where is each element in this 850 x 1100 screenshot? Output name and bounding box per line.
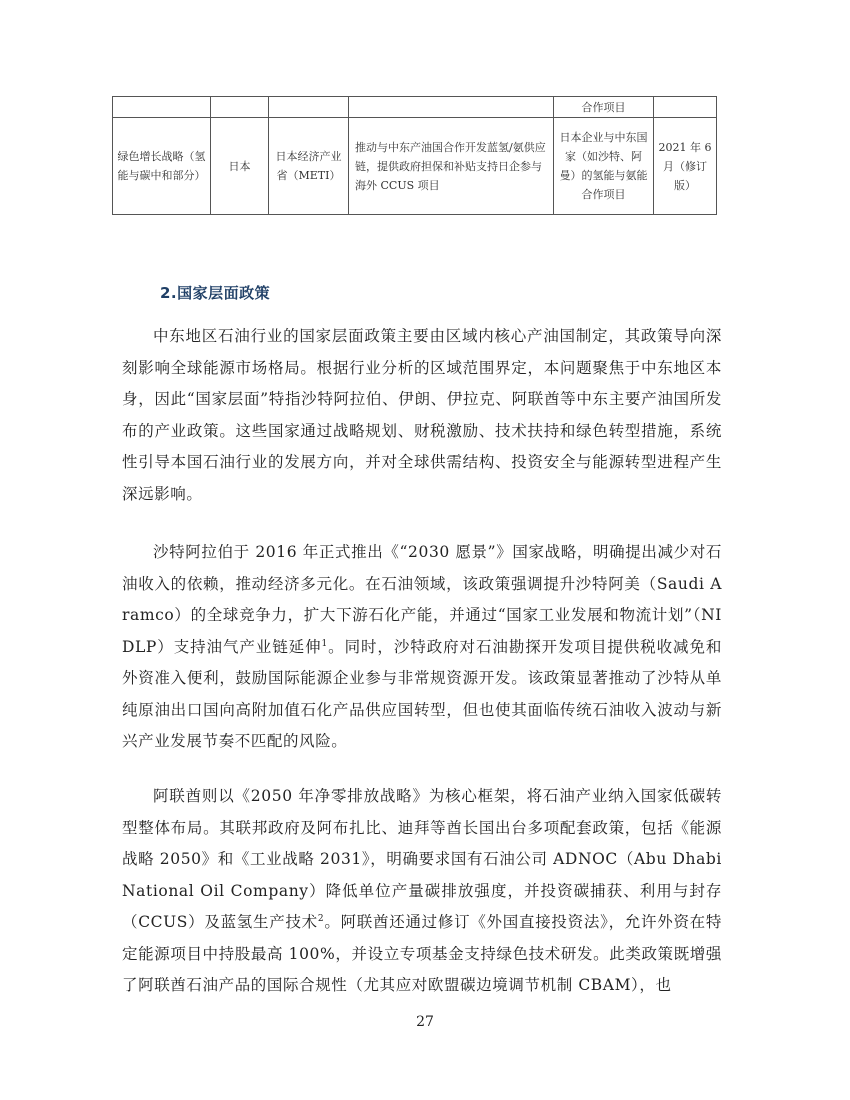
paragraph-text: 。同时，沙特政府对石油勘探开发项目提供税收减免和外资准入便利，鼓励国际能源企业参与非常规资源开发。该政策显著推动了沙特从单纯原油出口国向高附加值石化产品供应国转型，但也使其面临传统石油收入波动与新兴产业发展节奏不匹配的风险。 — [122, 637, 723, 750]
date-cell: 2021 年 6 月（修订版） — [654, 118, 717, 215]
paragraph-uae — [122, 781, 722, 1002]
paragraph-overview: 中东地区石油行业的国家层面政策主要由区域内核心产油国制定，其政策导向深刻影响全球能源市场格局。根据行业分析的区域范围界定，本问题聚焦于中东地区本身，因此“国家层面”特指沙特阿拉伯、伊朗、伊拉克、阿联酋等中东主要产油国所发布的产业政策。这些国家通过战略规划、财税激励、技术扶持和绿色转型措施，系统性引导本国石油行业的发展方向，并对全球供需结构、投资安全与能源转型进程产生深远影响。 — [122, 327, 722, 503]
table-cell — [211, 97, 269, 118]
paragraph-text: 。阿联酋还通过修订《外国直接投资法》，允许外资在特定能源项目中持股最高 100%，并设立专项基金支持绿色技术研发。此类政策既增强了阿联酋石油产品的国际合规性（尤其应对欧盟碳边境调节机制 CBAM），也 — [122, 913, 722, 994]
footnote-ref-1[interactable]: 1 — [321, 638, 328, 649]
table-cell — [654, 97, 717, 118]
table-cell: 合作项目 — [554, 97, 654, 118]
table-row — [113, 118, 717, 215]
policy-table — [112, 96, 717, 215]
paragraph-text: 阿联酋则以《2050 年净零排放战略》为核心框架，将石油产业纳入国家低碳转型整体布局。其联邦政府及阿布扎比、迪拜等酋长国出台多项配套政策，包括《能源战略 2050》和《工业战略 2031》，明确要求国有石油公司 ADNOC（Abu Dhabi National Oil Company）降低单位产量碳排放强度，并投资碳捕获、利用与封存（CCUS）及蓝氢生产技术 — [122, 787, 722, 931]
footnote-ref-2[interactable]: 2 — [317, 913, 325, 924]
table-cell — [349, 97, 554, 118]
table-cell — [113, 97, 211, 118]
country-cell: 日本 — [211, 118, 269, 215]
agency-cell: 日本经济产业省（METI） — [269, 118, 349, 215]
policy-name-cell: 绿色增长战略（氢能与碳中和部分） — [113, 118, 211, 215]
table-cell — [269, 97, 349, 118]
paragraph-text: 沙特阿拉伯于 2016 年正式推出《“2030 愿景”》国家战略，明确提出减少对石油收入的依赖，推动经济多元化。在石油领域，该政策强调提升沙特阿美（Saudi Aramco）的全球竞争力，扩大下游石化产能，并通过“国家工业发展和物流计划”（NIDLP）支持油气产业链延伸 — [122, 543, 722, 656]
paragraph-saudi-arabia — [122, 537, 722, 758]
projects-cell: 日本企业与中东国家（如沙特、阿曼）的氢能与氨能合作项目 — [554, 118, 654, 215]
policy-content-cell: 推动与中东产油国合作开发蓝氢/氨供应链，提供政府担保和补贴支持日企参与海外 CCUS 项目 — [349, 118, 554, 215]
page-number: 27 — [416, 1014, 434, 1030]
table-row — [113, 97, 717, 118]
section-heading: 2.国家层面政策 — [160, 284, 271, 302]
